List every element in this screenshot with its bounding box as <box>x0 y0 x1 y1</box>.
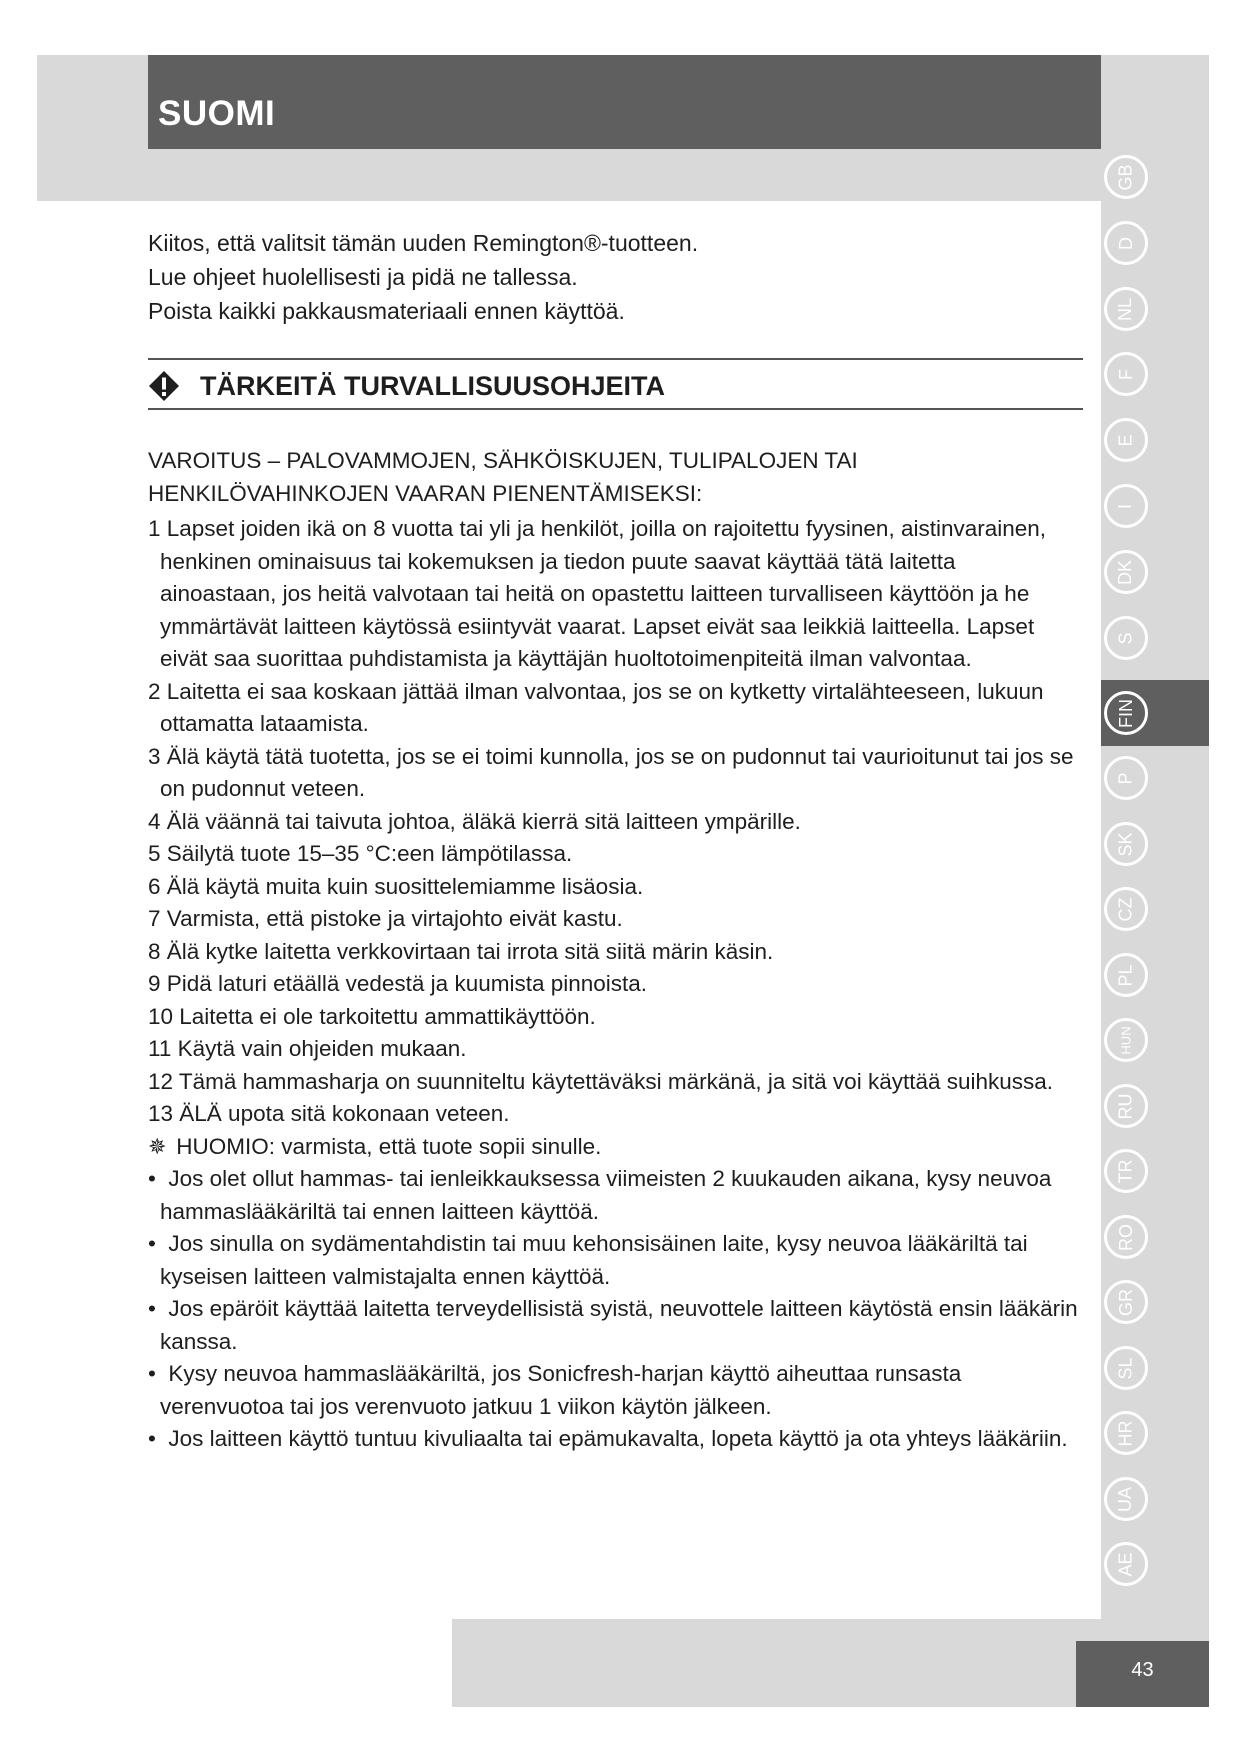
safety-item: 12 Tämä hammasharja on suunniteltu käytettäväksi märkänä, ja sitä voi käyttää suihkussa. <box>148 1068 1054 1094</box>
warning-heading: VAROITUS – PALOVAMMOJEN, SÄHKÖISKUJEN, TULIPALOJEN TAI HENKILÖVAHINKOJEN VAARAN PIENENTÄMISEKSI: <box>148 448 858 506</box>
bullet-text: Jos olet ollut hammas- tai ienleikkauksessa viimeisten 2 kuukauden aikana, kysy neuvoa hammaslääkäriltä tai ennen laitteen käyttöä. <box>160 1166 1052 1224</box>
lang-tab-tr[interactable]: TR <box>1104 1149 1148 1193</box>
lang-tab-s[interactable]: S <box>1104 616 1148 660</box>
lang-tab-gr[interactable]: GR <box>1104 1280 1148 1324</box>
safety-item: 4 Älä väännä tai taivuta johtoa, äläkä kierrä sitä laitteen ympärille. <box>148 808 801 834</box>
section-title <box>148 370 665 402</box>
lang-tab-e[interactable]: E <box>1104 418 1148 462</box>
intro-line: Poista kaikki pakkausmateriaali ennen käyttöä. <box>148 298 625 324</box>
caution-star-icon: ✵ <box>148 1133 167 1159</box>
bullet-item <box>148 1358 1078 1423</box>
bullet-text: Jos sinulla on sydämentahdistin tai muu kehonsisäinen laite, kysy neuvoa lääkäriltä tai kyseisen laitteen valmistajalta ennen käyttöä. <box>160 1231 1028 1289</box>
lang-tab-fin[interactable]: FIN <box>1104 691 1148 735</box>
lang-tab-sl[interactable]: SL <box>1104 1346 1148 1390</box>
bullet-icon: • <box>148 1426 156 1451</box>
lang-tab-nl[interactable]: NL <box>1104 287 1148 331</box>
intro-line: Kiitos, että valitsit tämän uuden Remington®-tuotteen. <box>148 230 699 256</box>
bullet-icon: • <box>148 1166 156 1191</box>
lang-tab-hr[interactable]: HR <box>1104 1411 1148 1455</box>
lang-tab-f[interactable]: F <box>1104 352 1148 396</box>
safety-item: 1 Lapset joiden ikä on 8 vuotta tai yli ja henkilöt, joilla on rajoitettu fyysinen, aistinvarainen, henkinen ominaisuus tai kokemuksen ja tiedon puute saavat käyttää tätä laitetta ainoastaan, jos heitä valvotaan tai heitä on opastettu laitteen turvalliseen käyttöön ja he ymmärtävät laitteen käytössä esiintyvät vaarat. Lapset eivät saa leikkiä laitteella. Lapset eivät saa suorittaa puhdistamista ja käyttäjän huoltotoimenpiteitä ilman valvontaa. <box>148 516 1047 671</box>
lang-tab-sk[interactable]: SK <box>1104 822 1148 866</box>
bullet-icon: • <box>148 1296 156 1321</box>
safety-item: 11 Käytä vain ohjeiden mukaan. <box>148 1036 467 1061</box>
bullet-item <box>148 1228 1078 1293</box>
safety-item: 6 Älä käytä muita kuin suosittelemiamme lisäosia. <box>148 873 644 899</box>
safety-instructions <box>148 445 1078 1456</box>
lang-tab-pl[interactable]: PL <box>1104 953 1148 997</box>
title-bar <box>148 55 1101 149</box>
bullet-item <box>148 1163 1078 1228</box>
page-number: 43 <box>1131 1659 1154 1681</box>
lang-tab-p[interactable]: P <box>1104 756 1148 800</box>
lang-tab-ua[interactable]: UA <box>1104 1477 1148 1521</box>
caution-text: HUOMIO: varmista, että tuote sopii sinulle. <box>176 1133 602 1159</box>
lang-tab-gb[interactable]: GB <box>1104 155 1148 199</box>
caution-line <box>148 1131 1078 1164</box>
warning-diamond-icon <box>148 370 180 402</box>
lang-tab-ru[interactable]: RU <box>1104 1084 1148 1128</box>
intro-line: Lue ohjeet huolellisesti ja pidä ne tallessa. <box>148 264 578 290</box>
safety-item: 2 Laitetta ei saa koskaan jättää ilman valvontaa, jos se on kytketty virtalähteeseen, lukuun ottamatta lataamista. <box>148 678 1044 736</box>
intro-text <box>148 226 1078 328</box>
page-title: SUOMI <box>158 94 276 133</box>
lang-tab-dk[interactable]: DK <box>1104 550 1148 594</box>
bullet-text: Jos epäröit käyttää laitetta terveydellisistä syistä, neuvottele laitteen käytöstä ensin lääkärin kanssa. <box>160 1296 1078 1354</box>
safety-item: 9 Pidä laturi etäällä vedestä ja kuumista pinnoista. <box>148 971 648 996</box>
section-rule-bottom <box>148 408 1083 410</box>
bullet-text: Kysy neuvoa hammaslääkäriltä, jos Sonicfresh-harjan käyttö aiheuttaa runsasta verenvuotoa tai jos verenvuoto jatkuu 1 viikon käytön jälkeen. <box>160 1361 962 1419</box>
lang-tab-i[interactable]: I <box>1104 484 1148 528</box>
section-rule-top <box>148 358 1083 360</box>
bullet-item <box>148 1293 1078 1358</box>
lang-tab-ae[interactable]: AE <box>1104 1542 1148 1586</box>
bullet-icon: • <box>148 1361 156 1386</box>
safety-item: 13 ÄLÄ upota sitä kokonaan veteen. <box>148 1101 510 1126</box>
lang-tab-ro[interactable]: RO <box>1104 1215 1148 1259</box>
bullet-item <box>148 1423 1078 1456</box>
safety-item: 3 Älä käytä tätä tuotetta, jos se ei toimi kunnolla, jos se on pudonnut tai vaurioitunut tai jos se on pudonnut veteen. <box>148 743 1074 801</box>
lang-tab-cz[interactable]: CZ <box>1104 887 1148 931</box>
safety-item: 5 Säilytä tuote 15–35 °C:een lämpötilassa. <box>148 841 573 866</box>
section-title-text: TÄRKEITÄ TURVALLISUUSOHJEITA <box>200 370 666 401</box>
safety-item: 10 Laitetta ei ole tarkoitettu ammattikäyttöön. <box>148 1003 596 1029</box>
page-number-box <box>1076 1641 1209 1707</box>
bullet-text: Jos laitteen käyttö tuntuu kivuliaalta tai epämukavalta, lopeta käyttö ja ota yhteys lääkäriin. <box>168 1426 1068 1451</box>
safety-item: 7 Varmista, että pistoke ja virtajohto eivät kastu. <box>148 906 623 931</box>
safety-item: 8 Älä kytke laitetta verkkovirtaan tai irrota sitä siitä märin käsin. <box>148 938 774 964</box>
lang-tab-hun[interactable]: HUN <box>1104 1018 1148 1062</box>
lang-tab-d[interactable]: D <box>1104 221 1148 265</box>
bullet-icon: • <box>148 1231 156 1256</box>
